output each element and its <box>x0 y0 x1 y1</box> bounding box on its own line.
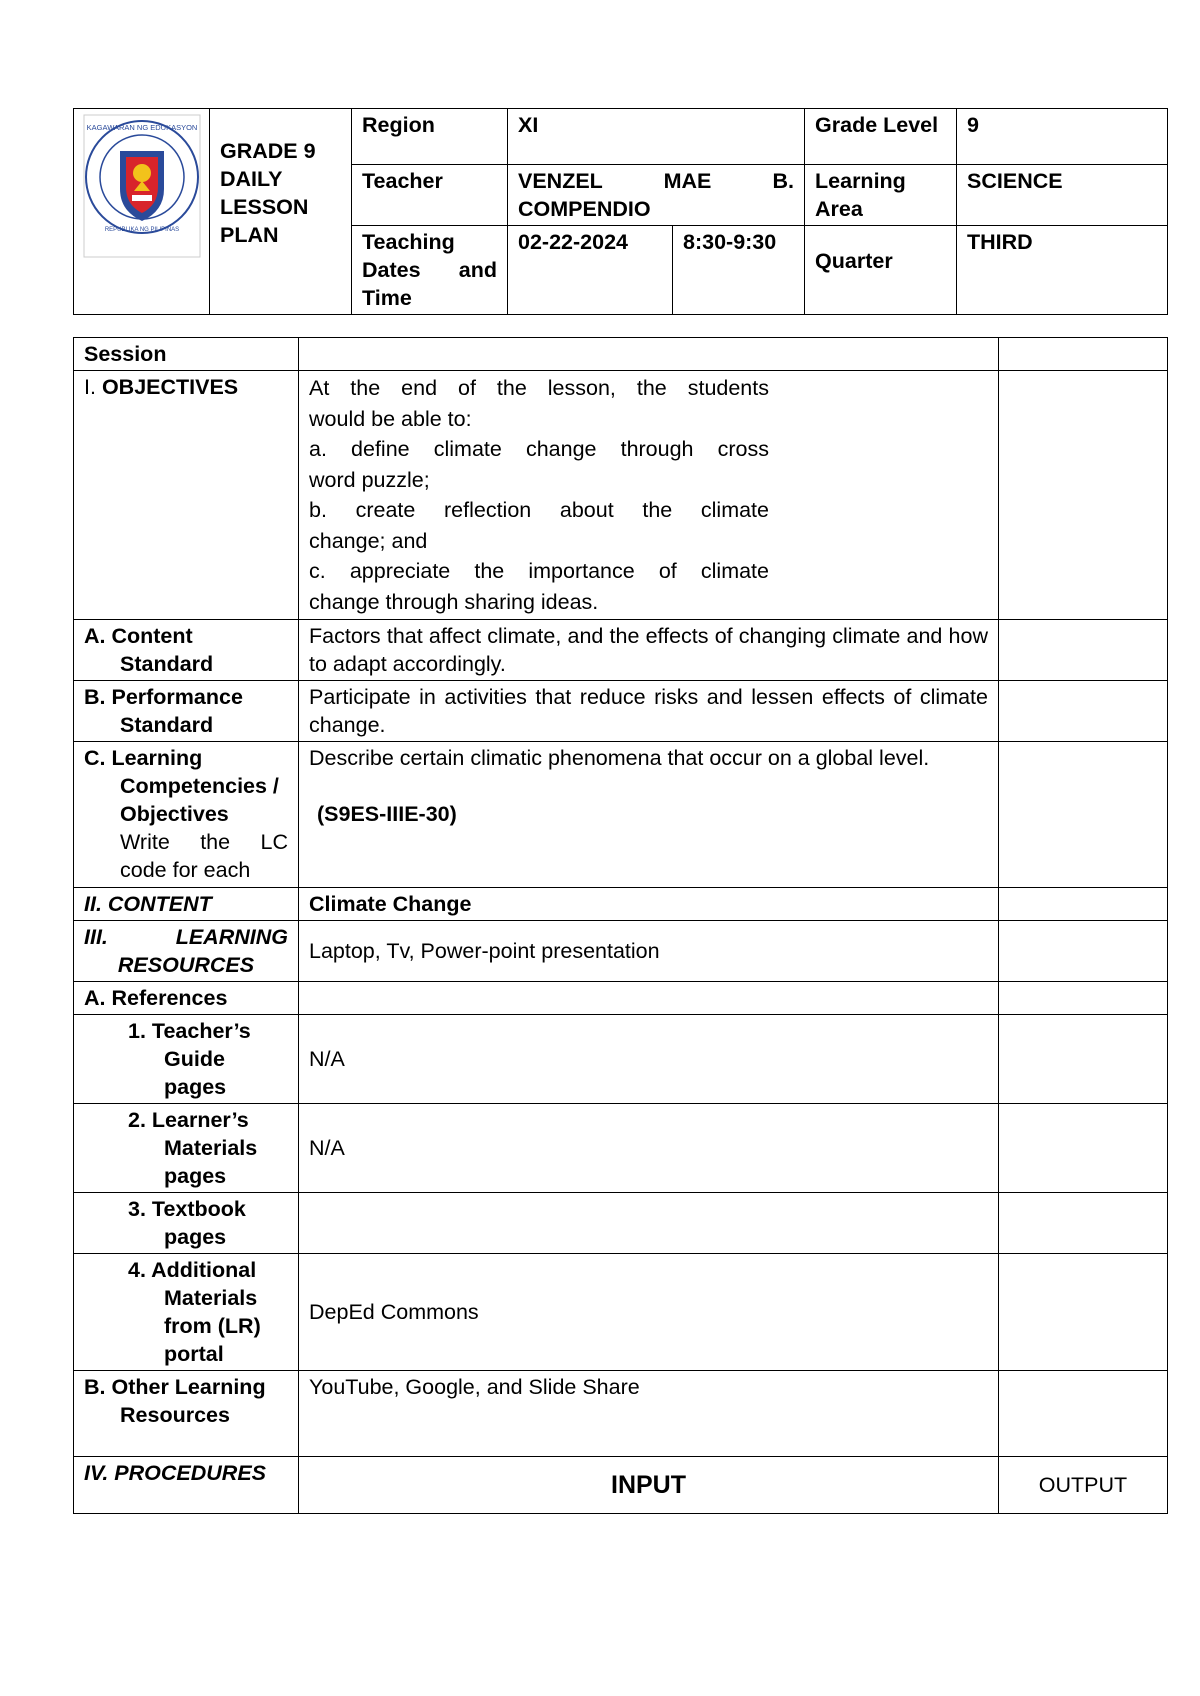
content-label: II. CONTENT <box>74 888 299 921</box>
svg-text:REPUBLIKA NG PILIPINAS: REPUBLIKA NG PILIPINAS <box>104 227 179 233</box>
objectives-output <box>999 371 1168 620</box>
lc-code: (S9ES-IIIE-30) <box>317 802 457 826</box>
content-value: Climate Change <box>299 888 999 921</box>
objectives-prefix: I. <box>84 375 96 399</box>
procedures-row <box>74 1457 1168 1514</box>
lesson-table <box>73 337 1168 1514</box>
learner-materials-value: N/A <box>299 1104 999 1193</box>
objective-line: b. create reflection about the climate <box>309 498 769 522</box>
grade-level-label: Grade Level <box>805 109 957 165</box>
competencies-row <box>74 742 1168 888</box>
resources-value: Laptop, Tv, Power-point presentation <box>299 921 999 982</box>
quarter-value: THIRD <box>957 226 1168 315</box>
objective-line: c. appreciate the importance of climate <box>309 559 769 583</box>
competencies-label <box>74 742 299 888</box>
performance-standard-value: Participate in activities that reduce risks and lessen effects of climate change. <box>299 681 999 742</box>
teacher-guide-label-text: 1. Teacher’s Guide pages <box>128 1019 251 1099</box>
references-value <box>299 982 999 1015</box>
references-output <box>999 982 1168 1015</box>
objective-line: would be able to: <box>309 406 472 431</box>
other-resources-label-text: B. Other Learning Resources <box>84 1375 266 1427</box>
region-value: XI <box>508 109 805 165</box>
additional-materials-label <box>74 1254 299 1371</box>
additional-materials-row <box>74 1254 1168 1371</box>
objectives-content <box>299 371 999 620</box>
objective-line: change; and <box>309 528 428 553</box>
grade-level-value: 9 <box>957 109 1168 165</box>
content-standard-output <box>999 620 1168 681</box>
learning-area-label: Learning Area <box>805 165 957 226</box>
resources-label: III. LEARNING RESOURCES <box>74 921 299 982</box>
output-header: OUTPUT <box>999 1457 1168 1514</box>
seal-cell <box>74 109 210 315</box>
objective-line: change through sharing ideas. <box>309 589 599 614</box>
additional-materials-value: DepEd Commons <box>299 1254 999 1371</box>
content-standard-label-text: A. Content Standard <box>84 624 214 676</box>
content-row <box>74 888 1168 921</box>
date-value: 02-22-2024 <box>508 226 673 315</box>
performance-standard-label <box>74 681 299 742</box>
references-row <box>74 982 1168 1015</box>
teacher-guide-label <box>74 1015 299 1104</box>
resources-output <box>999 921 1168 982</box>
time-value: 8:30-9:30 <box>673 226 805 315</box>
performance-standard-output <box>999 681 1168 742</box>
textbook-output <box>999 1193 1168 1254</box>
teacher-guide-row <box>74 1015 1168 1104</box>
performance-standard-label-text: B. Performance Standard <box>84 685 243 737</box>
learner-materials-label-text: 2. Learner’s Materials pages <box>128 1108 258 1188</box>
objectives-label <box>74 371 299 620</box>
learner-materials-label <box>74 1104 299 1193</box>
teacher-label: Teacher <box>352 165 508 226</box>
other-resources-row <box>74 1371 1168 1457</box>
content-standard-value: Factors that affect climate, and the effects of changing climate and how to adapt accordingly. <box>299 620 999 681</box>
competencies-output <box>999 742 1168 888</box>
additional-materials-label-text: 4. Additional Materials from (LR) portal <box>128 1258 261 1366</box>
objectives-label-text: OBJECTIVES <box>101 375 239 399</box>
session-output <box>999 338 1168 371</box>
textbook-value <box>299 1193 999 1254</box>
competencies-value: Describe certain climatic phenomena that occur on a global level. <box>309 746 930 770</box>
content-output <box>999 888 1168 921</box>
input-header: INPUT <box>299 1457 999 1514</box>
teacher-guide-output <box>999 1015 1168 1104</box>
quarter-label: Quarter <box>805 226 957 315</box>
objectives-row <box>74 371 1168 620</box>
session-row <box>74 338 1168 371</box>
objective-line: a. define climate change through cross <box>309 437 769 461</box>
content-standard-label <box>74 620 299 681</box>
competencies-content <box>299 742 999 888</box>
session-value <box>299 338 999 371</box>
deped-seal-logo <box>82 111 202 261</box>
title-text: GRADE 9 DAILY LESSON PLAN <box>220 138 316 247</box>
objective-line: At the end of the lesson, the students <box>309 376 769 400</box>
textbook-label <box>74 1193 299 1254</box>
textbook-row <box>74 1193 1168 1254</box>
competencies-note: Write the LC code for each <box>120 830 288 882</box>
content-standard-row <box>74 620 1168 681</box>
session-label: Session <box>74 338 299 371</box>
other-resources-label <box>74 1371 299 1457</box>
procedures-label: IV. PROCEDURES <box>74 1457 299 1514</box>
dates-label: Teaching Dates and Time <box>352 226 508 315</box>
textbook-label-text: 3. Textbook pages <box>128 1197 246 1249</box>
additional-materials-output <box>999 1254 1168 1371</box>
other-resources-value: YouTube, Google, and Slide Share <box>299 1371 999 1457</box>
teacher-guide-value: N/A <box>299 1015 999 1104</box>
competencies-label-text: C. Learning Competencies / Objectives <box>84 746 279 826</box>
teacher-value: VENZEL MAE B. COMPENDIO <box>508 165 805 226</box>
performance-standard-row <box>74 681 1168 742</box>
objective-line: word puzzle; <box>309 467 430 492</box>
learner-materials-output <box>999 1104 1168 1193</box>
region-label: Region <box>352 109 508 165</box>
header-table <box>73 108 1168 315</box>
resources-row <box>74 921 1168 982</box>
learning-area-value: SCIENCE <box>957 165 1168 226</box>
svg-text:KAGAWARAN NG EDUKASYON: KAGAWARAN NG EDUKASYON <box>86 123 197 132</box>
lesson-plan-title <box>210 109 352 315</box>
learner-materials-row <box>74 1104 1168 1193</box>
references-label: A. References <box>74 982 299 1015</box>
other-resources-output <box>999 1371 1168 1457</box>
